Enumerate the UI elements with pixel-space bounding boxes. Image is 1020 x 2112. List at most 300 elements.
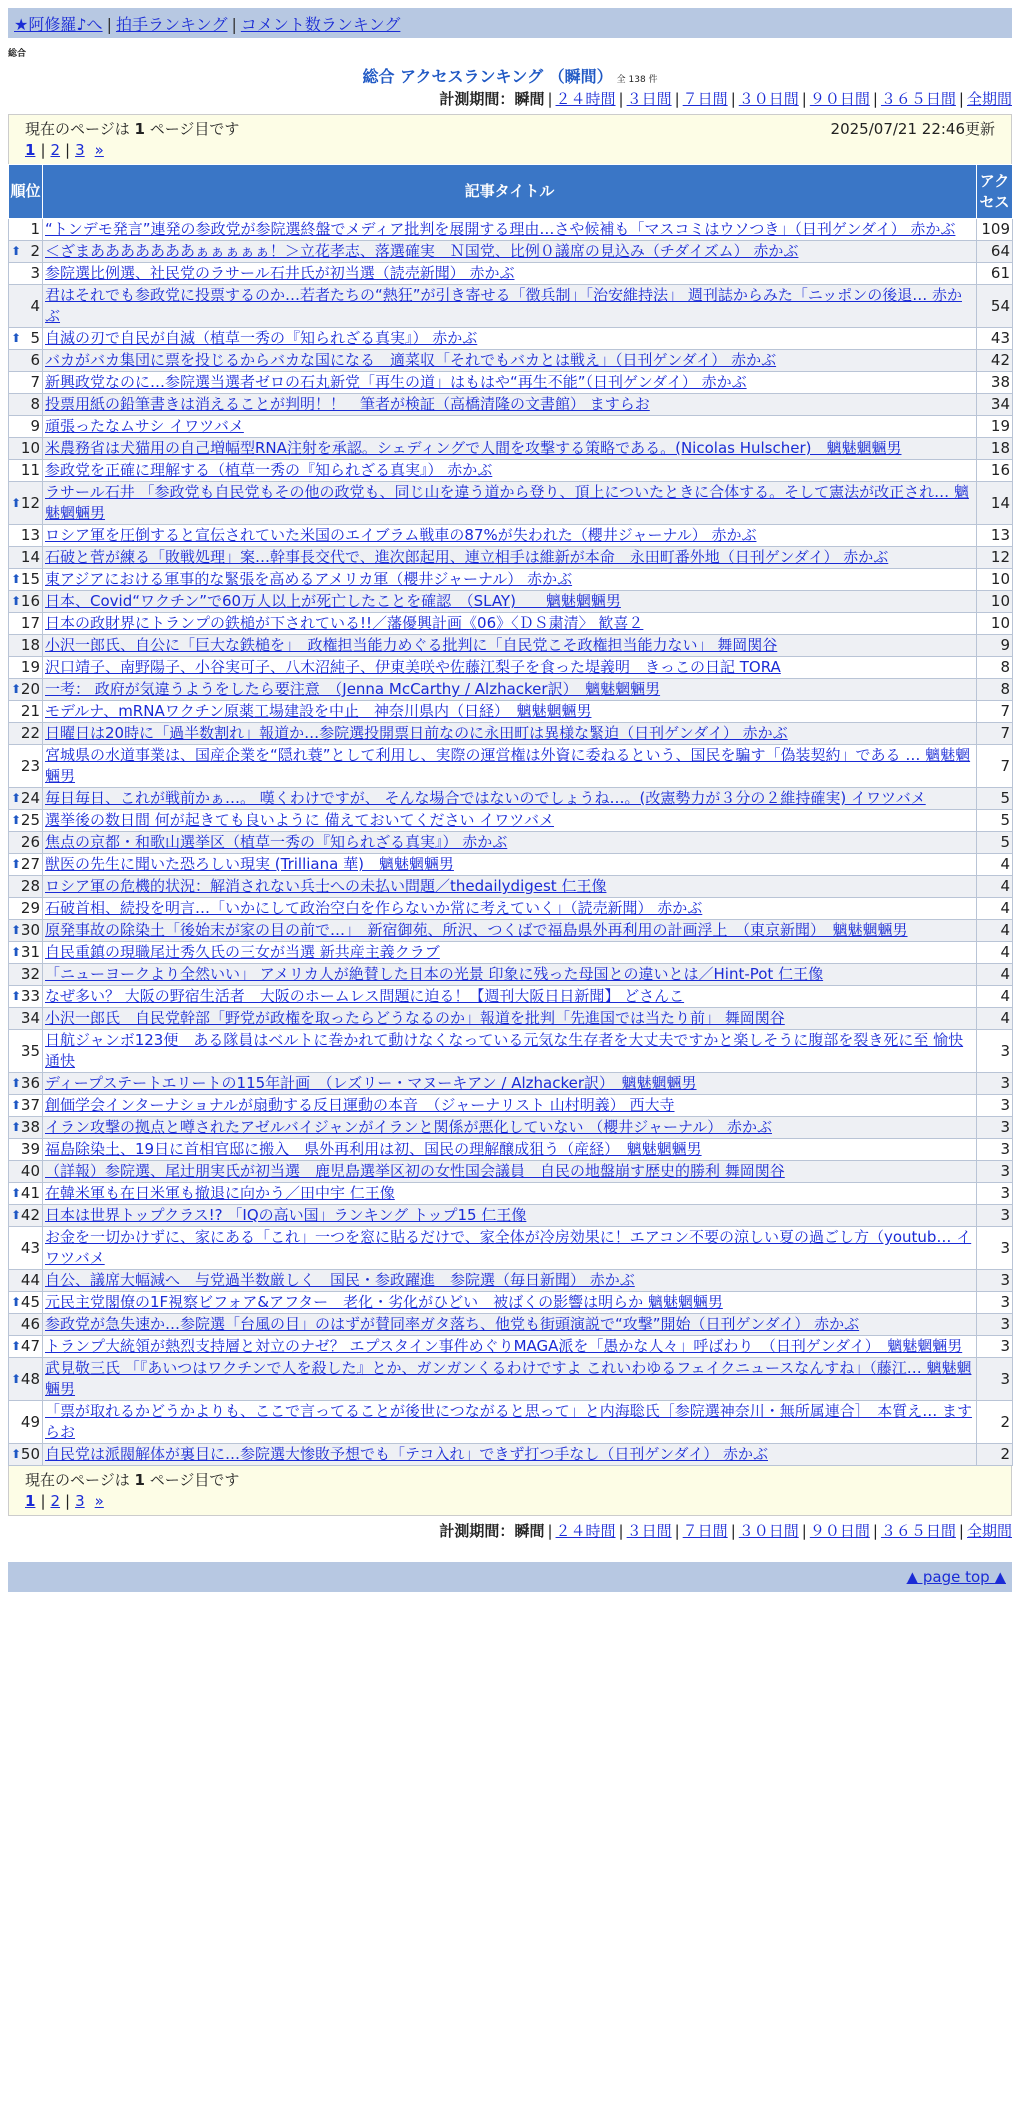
rank-cell: [9, 1314, 43, 1336]
table-row: [9, 788, 1013, 810]
article-link[interactable]: 日本、Covid“ワクチン”で60万人以上が死亡したことを確認 （SLAY) 魑魅魍魎男: [45, 592, 621, 610]
access-count: 43: [977, 328, 1013, 350]
period-separator: |: [801, 90, 807, 108]
table-row: [9, 372, 1013, 394]
rank-number: 21: [20, 702, 40, 720]
article-link[interactable]: イラン攻撃の拠点と噂されたアゼルバイジャンがイランと関係が悪化していない （櫻井ジャーナル） 赤かぶ: [45, 1118, 772, 1136]
nav-separator: |: [106, 15, 112, 34]
rank-cell: [9, 942, 43, 964]
rank-cell: [9, 788, 43, 810]
table-row: [9, 1358, 1013, 1401]
access-count: 4: [977, 854, 1013, 876]
access-count: 4: [977, 964, 1013, 986]
title-cell: [43, 876, 977, 898]
article-link[interactable]: 東アジアにおける軍事的な緊張を高めるアメリカ軍（櫻井ジャーナル） 赤かぶ: [45, 570, 573, 588]
table-row: [9, 1314, 1013, 1336]
title-cell: [43, 1444, 977, 1466]
title-cell: [43, 394, 977, 416]
access-count: 8: [977, 657, 1013, 679]
table-row: [9, 1270, 1013, 1292]
title-cell: [43, 1030, 977, 1073]
rank-number: 10: [20, 439, 40, 457]
table-row: [9, 723, 1013, 745]
access-count: 10: [977, 613, 1013, 635]
top-nav-bar: [8, 8, 1012, 38]
access-count: 3: [977, 1030, 1013, 1073]
period-link[interactable]: ３日間: [626, 90, 672, 108]
rank-number: 33: [20, 987, 40, 1005]
page-title: 総合 アクセスランキング （瞬間）: [362, 67, 613, 86]
article-link[interactable]: 参院選比例選、社民党のラサール石井氏が初当選（読売新聞） 赤かぶ: [45, 264, 515, 282]
rank-number: 32: [20, 965, 40, 983]
table-row: [9, 1227, 1013, 1270]
rank-number: 11: [20, 461, 40, 479]
period-link[interactable]: 全期間: [966, 90, 1012, 108]
page-link[interactable]: 3: [75, 1492, 85, 1510]
access-count: 10: [977, 569, 1013, 591]
title-cell: [43, 482, 977, 525]
rank-number: 16: [20, 592, 40, 610]
table-row: [9, 1205, 1013, 1227]
up-arrow-icon: ⬆: [11, 572, 22, 586]
rank-number: 1: [30, 220, 40, 238]
table-row: [9, 1292, 1013, 1314]
period-separator: |: [674, 1522, 680, 1540]
article-link[interactable]: 石破首相、続投を明言…「いかにして政治空白を作らないか常に考えていく」（読売新聞） 赤かぶ: [45, 899, 703, 917]
title-cell: [43, 1205, 977, 1227]
article-link[interactable]: 元民主党閣僚の1F視察ビフォア&アフター 老化・劣化がひどい 被ばくの影響は明らか 魑魅魍魎男: [45, 1293, 723, 1311]
article-link[interactable]: 小沢一郎氏 自民党幹部「野党が政権を取ったらどうなるのか」報道を批判「先進国では当たり前」 舞岡関谷: [45, 1009, 785, 1027]
period-separator: |: [801, 1522, 807, 1540]
rank-cell: [9, 460, 43, 482]
rank-number: 41: [20, 1184, 40, 1202]
access-count: 4: [977, 1008, 1013, 1030]
period-separator: |: [730, 90, 736, 108]
rank-cell: [9, 372, 43, 394]
table-row: [9, 263, 1013, 285]
title-cell: [43, 1314, 977, 1336]
up-arrow-icon: ⬆: [11, 594, 22, 608]
title-cell: [43, 263, 977, 285]
article-link[interactable]: 原発事故の除染土「後始末が家の目の前で…」 新宿御苑、所沢、つくばで福島県外再利用の計画浮上 （東京新聞） 魑魅魍魎男: [45, 921, 908, 939]
page-link[interactable]: 3: [75, 141, 85, 159]
article-link[interactable]: 新興政党なのに…参院選当選者ゼロの石丸新党「再生の道」はもはや“再生不能”（日刊ゲンダイ） 赤かぶ: [45, 373, 747, 391]
article-link[interactable]: 日本は世界トップクラス!? 「IQの高い国」ランキング トップ15 仁王像: [45, 1206, 527, 1224]
article-link[interactable]: お金を一切かけずに、家にある「これ」一つを窓に貼るだけで、家全体が冷房効果に！エアコン不要の涼しい夏の過ごし方（youtub… イワツバメ: [45, 1228, 972, 1267]
article-link[interactable]: 自民党は派閥解体が裏目に…参院選大惨敗予想でも「テコ入れ」できず打つ手なし（日刊ゲンダイ） 赤かぶ: [45, 1445, 768, 1463]
rank-number: 48: [20, 1369, 40, 1388]
rank-number: 18: [20, 636, 40, 654]
page-link-current[interactable]: 1: [25, 1492, 36, 1510]
rank-cell: [9, 1095, 43, 1117]
article-link[interactable]: 投票用紙の鉛筆書きは消えることが判明！！ 筆者が検証（高橋清隆の文書館） ますらお: [45, 395, 650, 413]
period-link[interactable]: ３日間: [626, 1522, 672, 1540]
title-cell: [43, 1270, 977, 1292]
up-arrow-icon: ⬆: [11, 1120, 22, 1134]
period-current: 瞬間: [514, 90, 545, 108]
article-link[interactable]: ディープステートエリートの115年計画 （レズリー・マヌーキアン / Alzhacker訳） 魑魅魍魎男: [45, 1074, 697, 1092]
title-cell: [43, 460, 977, 482]
applause-ranking-link[interactable]: 拍手ランキング: [115, 15, 228, 34]
table-row: [9, 942, 1013, 964]
article-link[interactable]: 日本の政財界にトランプの鉄槌が下されている!!／藩優興計画《06》〈ＤＳ粛清〉 歓喜２: [45, 614, 644, 632]
rank-number: 6: [30, 351, 40, 369]
page-link[interactable]: 2: [50, 141, 61, 159]
access-count: 4: [977, 898, 1013, 920]
article-link[interactable]: 自公、議席大幅減へ 与党過半数厳しく 国民・参政躍進 参院選（毎日新聞） 赤かぶ: [45, 1271, 635, 1289]
period-current: 瞬間: [514, 1522, 545, 1540]
table-row: [9, 986, 1013, 1008]
title-cell: [43, 219, 977, 241]
table-row: [9, 591, 1013, 613]
period-link[interactable]: ９０日間: [809, 90, 870, 108]
article-link[interactable]: 日航ジャンボ123便 ある隊員はベルトに巻かれて動けなくなっている元気な生存者を大丈夫ですかと楽しそうに腹部を裂き死に至 愉快通快: [45, 1031, 964, 1070]
period-separator: |: [958, 1522, 964, 1540]
table-row: [9, 438, 1013, 460]
rank-cell: [9, 1139, 43, 1161]
article-link[interactable]: 「票が取れるかどうかよりも、ここで言ってることが後世につながると思って」と内海聡氏［参院選神奈川・無所属連合］ 本質え… ますらお: [45, 1402, 972, 1441]
rank-cell: [9, 569, 43, 591]
title-cell: [43, 898, 977, 920]
period-separator: |: [872, 1522, 878, 1540]
access-count: 38: [977, 372, 1013, 394]
table-row: [9, 525, 1013, 547]
access-count: 5: [977, 832, 1013, 854]
up-arrow-icon: ⬆: [11, 923, 22, 937]
period-link[interactable]: ７日間: [682, 1522, 728, 1540]
title-cell: [43, 635, 977, 657]
access-count: 64: [977, 241, 1013, 263]
rank-number: 36: [20, 1074, 40, 1092]
rank-cell: [9, 920, 43, 942]
title-cell: [43, 1336, 977, 1358]
period-selector: [8, 1520, 1012, 1542]
rank-cell: [9, 1292, 43, 1314]
rank-number: 38: [20, 1118, 40, 1136]
title-cell: [43, 1358, 977, 1401]
table-row: [9, 285, 1013, 328]
article-link[interactable]: 自滅の刃で自民が自滅（植草一秀の『知られざる真実』） 赤かぶ: [45, 329, 478, 347]
table-row: [9, 394, 1013, 416]
table-row: [9, 920, 1013, 942]
table-row: [9, 241, 1013, 263]
article-link[interactable]: 君はそれでも参政党に投票するのか…若者たちの“熱狂”が引き寄せる「徴兵制」「治安維持法」 週刊誌からみた「ニッポンの後退… 赤かぶ: [45, 286, 962, 325]
page-top-link[interactable]: ▲ page top ▲: [906, 1568, 1006, 1586]
table-row: [9, 854, 1013, 876]
article-link[interactable]: 獣医の先生に聞いた恐ろしい現実 (Trilliana 華) 魑魅魍魎男: [45, 855, 454, 873]
article-link[interactable]: ラサール石井 「参政党も自民党もその他の政党も、同じ山を違う道から登り、頂上についたときに合体する。そして憲法が改正され… 魑魅魍魎男: [45, 483, 969, 522]
page-status: 現在のページは 1 ページ目です: [25, 119, 240, 138]
period-separator: |: [872, 90, 878, 108]
article-link[interactable]: ロシア軍を圧倒すると宣伝されていた米国のエイブラム戦車の87%が失われた（櫻井ジャーナル） 赤かぶ: [45, 526, 757, 544]
rank-cell: [9, 745, 43, 788]
rank-number: 7: [30, 373, 40, 391]
article-link[interactable]: 頑張ったなムサシ イワツバメ: [45, 417, 244, 435]
rank-number: 9: [30, 417, 40, 435]
rank-cell: [9, 1270, 43, 1292]
table-row: [9, 1095, 1013, 1117]
access-count: 14: [977, 482, 1013, 525]
table-row: [9, 416, 1013, 438]
page-separator: |: [65, 1492, 71, 1510]
access-count: 3: [977, 1358, 1013, 1401]
rank-number: 30: [20, 921, 40, 939]
article-link[interactable]: 焦点の京都・和歌山選挙区（植草一秀の『知られざる真実』） 赤かぶ: [45, 833, 508, 851]
access-count: 3: [977, 1095, 1013, 1117]
title-cell: [43, 1139, 977, 1161]
title-cell: [43, 1292, 977, 1314]
page-link-current[interactable]: 1: [25, 141, 36, 159]
col-rank-header: 順位: [9, 165, 43, 219]
up-arrow-icon: ⬆: [11, 1371, 22, 1386]
access-count: 7: [977, 723, 1013, 745]
rank-cell: [9, 986, 43, 1008]
next-page-link[interactable]: »: [94, 141, 104, 159]
period-selector: [8, 88, 1012, 110]
rank-number: 24: [20, 789, 40, 807]
rank-cell: [9, 263, 43, 285]
table-row: [9, 460, 1013, 482]
rank-cell: [9, 1227, 43, 1270]
article-link[interactable]: ＜ざまあああああああぁぁぁぁぁ！＞立花孝志、落選確実 Ｎ国党、比例０議席の見込み（チダイズム） 赤かぶ: [45, 242, 799, 260]
rank-cell: [9, 241, 43, 263]
rank-cell: [9, 723, 43, 745]
access-count: 3: [977, 1205, 1013, 1227]
rank-number: 27: [20, 855, 40, 873]
rank-cell: [9, 1183, 43, 1205]
period-link[interactable]: 全期間: [966, 1522, 1012, 1540]
title-cell: [43, 920, 977, 942]
page-status: 現在のページは 1 ページ目です: [25, 1470, 240, 1489]
article-link[interactable]: 福島除染土、19日に首相官邸に搬入 県外再利用は初、国民の理解醸成狙う（産経） 魑魅魍魎男: [45, 1140, 702, 1158]
rank-cell: [9, 1358, 43, 1401]
table-row: [9, 1117, 1013, 1139]
table-row: [9, 701, 1013, 723]
up-arrow-icon: ⬆: [11, 1186, 22, 1200]
title-cell: [43, 591, 977, 613]
access-count: 4: [977, 986, 1013, 1008]
rank-number: 37: [20, 1096, 40, 1114]
article-link[interactable]: “トンデモ発言”連発の参政党が参院選終盤でメディア批判を展開する理由…さや候補も「マスコミはウソつき」（日刊ゲンダイ） 赤かぶ: [45, 220, 956, 238]
rank-number: 17: [20, 614, 40, 632]
article-link[interactable]: ロシア軍の危機的状況：解消されない兵士への未払い問題／thedailydigest 仁王像: [45, 877, 607, 895]
table-row: [9, 219, 1013, 241]
title-cell: [43, 525, 977, 547]
rank-cell: [9, 898, 43, 920]
next-page-link[interactable]: »: [94, 1492, 104, 1510]
title-cell: [43, 788, 977, 810]
table-row: [9, 1336, 1013, 1358]
up-arrow-icon: ⬆: [11, 1098, 22, 1112]
pager-top: [8, 114, 1012, 164]
access-count: 61: [977, 263, 1013, 285]
title-cell: [43, 854, 977, 876]
table-row: [9, 547, 1013, 569]
up-arrow-icon: ⬆: [11, 331, 22, 345]
rank-cell: [9, 350, 43, 372]
rank-number: 42: [20, 1206, 40, 1224]
table-row: [9, 482, 1013, 525]
access-count: 16: [977, 460, 1013, 482]
period-link[interactable]: ７日間: [682, 90, 728, 108]
rank-cell: [9, 416, 43, 438]
title-cell: [43, 1008, 977, 1030]
period-link[interactable]: ３０日間: [738, 90, 799, 108]
access-count: 12: [977, 547, 1013, 569]
table-row: [9, 1139, 1013, 1161]
table-row: [9, 832, 1013, 854]
rank-number: 40: [20, 1162, 40, 1180]
rank-number: 49: [20, 1412, 40, 1431]
access-count: 54: [977, 285, 1013, 328]
rank-number: 22: [20, 724, 40, 742]
access-count: 8: [977, 679, 1013, 701]
page-link[interactable]: 2: [50, 1492, 61, 1510]
article-link[interactable]: モデルナ、mRNAワクチン原薬工場建設を中止 神奈川県内（日経） 魑魅魍魎男: [45, 702, 592, 720]
period-label: 計測期間：: [439, 90, 515, 108]
rank-number: 31: [20, 943, 40, 961]
title-cell: [43, 416, 977, 438]
article-link[interactable]: （詳報）参院選、尾辻朋実氏が初当選 鹿児島選挙区初の女性国会議員 自民の地盤崩す歴史的勝利 舞岡関谷: [45, 1162, 785, 1180]
article-link[interactable]: トランプ大統領が熱烈支持層と対立のナゼ？ エプスタイン事件めぐりMAGA派を「愚かな人々」呼ばわり （日刊ゲンダイ） 魑魅魍魎男: [45, 1337, 963, 1355]
rank-number: 50: [20, 1445, 40, 1463]
rank-number: 39: [20, 1140, 40, 1158]
article-link[interactable]: 毎日毎日、これが戦前かぁ…。 嘆くわけですが、 そんな場合ではないのでしょうね…。(改憲勢力が３分の２維持確実) イワツバメ: [45, 789, 926, 807]
rank-cell: [9, 964, 43, 986]
up-arrow-icon: ⬆: [11, 1447, 22, 1461]
rank-number: 13: [20, 526, 40, 544]
table-row: [9, 328, 1013, 350]
rank-number: 15: [20, 570, 40, 588]
up-arrow-icon: ⬆: [11, 682, 22, 696]
page-separator: |: [65, 141, 71, 159]
article-link[interactable]: 沢口靖子、南野陽子、小谷実可子、八木沼純子、伊東美咲や佐藤江梨子を食った堤義明 きっこの日記 TORA: [45, 658, 781, 676]
article-link[interactable]: 石破と菅が練る「敗戦処理」案…幹事長交代で、進次郎起用、連立相手は維新が本命 永田町番外地（日刊ゲンダイ） 赤かぶ: [45, 548, 889, 566]
rank-number: 44: [20, 1271, 40, 1289]
up-arrow-icon: ⬆: [11, 495, 22, 510]
title-cell: [43, 372, 977, 394]
article-link[interactable]: なぜ多い？ 大阪の野宿生活者 大阪のホームレス問題に迫る！【週刊大阪日日新聞】 どさんこ: [45, 987, 685, 1005]
up-arrow-icon: ⬆: [11, 989, 22, 1003]
title-cell: [43, 964, 977, 986]
period-separator: |: [674, 90, 680, 108]
period-separator: |: [547, 90, 553, 108]
title-cell: [43, 350, 977, 372]
period-separator: |: [618, 90, 624, 108]
article-link[interactable]: 参政党を正確に理解する（植草一秀の『知られざる真実』） 赤かぶ: [45, 461, 493, 479]
access-count: 109: [977, 219, 1013, 241]
title-cell: [43, 438, 977, 460]
title-cell: [43, 1227, 977, 1270]
article-link[interactable]: 参政党が急失速か…参院選「台風の目」のはずが賛同率ガタ落ち、他党も街頭演説で“攻撃”開始（日刊ゲンダイ） 赤かぶ: [45, 1315, 860, 1333]
period-link[interactable]: ２４時間: [555, 90, 616, 108]
title-cell: [43, 832, 977, 854]
article-link[interactable]: 武見敬三氏 「『あいつはワクチンで人を殺した』とか、ガンガンくるわけですよ これいわゆるフェイクニュースなんすね」（藤江… 魑魅魍魎男: [45, 1359, 972, 1398]
access-count: 4: [977, 876, 1013, 898]
title-cell: [43, 1161, 977, 1183]
article-link[interactable]: 「ニューヨークより全然いい」 アメリカ人が絶賛した日本の光景 印象に残った母国との違いとは／Hint-Pot 仁王像: [45, 965, 824, 983]
access-count: 3: [977, 1161, 1013, 1183]
title-cell: [43, 723, 977, 745]
article-link[interactable]: バカがバカ集団に票を投じるからバカな国になる 適菜収「それでもバカとは戦え」（日刊ゲンダイ） 赤かぶ: [45, 351, 777, 369]
article-link[interactable]: 在韓米軍も在日米軍も撤退に向かう／田中宇 仁王像: [45, 1184, 395, 1202]
rank-cell: [9, 219, 43, 241]
access-count: 3: [977, 1336, 1013, 1358]
home-link[interactable]: ★阿修羅♪へ: [14, 15, 103, 34]
rank-cell: [9, 482, 43, 525]
nav-separator: |: [231, 15, 237, 34]
access-count: 42: [977, 350, 1013, 372]
table-row: [9, 1401, 1013, 1444]
article-link[interactable]: 一考： 政府が気違うようをしたら要注意 （Jenna McCarthy / Alzhacker訳） 魑魅魍魎男: [45, 680, 661, 698]
title-cell: [43, 1073, 977, 1095]
category-label: 総合: [8, 49, 27, 59]
rank-cell: [9, 1030, 43, 1073]
table-row: [9, 1073, 1013, 1095]
rank-cell: [9, 701, 43, 723]
access-count: 19: [977, 416, 1013, 438]
title-cell: [43, 679, 977, 701]
rank-cell: [9, 635, 43, 657]
up-arrow-icon: ⬆: [11, 1208, 22, 1222]
article-link[interactable]: 創価学会インターナショナルが扇動する反日運動の本音 （ジャーナリスト 山村明義） 西大寺: [45, 1096, 675, 1114]
period-separator: |: [730, 1522, 736, 1540]
ranking-table: [8, 164, 1013, 1466]
period-link[interactable]: ３６５日間: [880, 90, 956, 108]
title-cell: [43, 1183, 977, 1205]
access-count: 18: [977, 438, 1013, 460]
rank-number: 12: [20, 493, 40, 512]
rank-number: 20: [20, 680, 40, 698]
period-link[interactable]: ９０日間: [809, 1522, 870, 1540]
article-link[interactable]: 小沢一郎氏、自公に「巨大な鉄槌を」 政権担当能力めぐる批判に「自民党こそ政権担当能力ない」 舞岡関谷: [45, 636, 778, 654]
article-link[interactable]: 自民重鎮の現職尾辻秀久氏の三女が当選 新共産主義クラブ: [45, 943, 440, 961]
rank-number: 2: [30, 242, 40, 260]
total-count: 全 138 件: [616, 75, 658, 85]
rank-cell: [9, 1444, 43, 1466]
col-title-header: 記事タイトル: [43, 165, 977, 219]
article-link[interactable]: 米農務省は犬猫用の自己増幅型RNA注射を承認。シェディングで人間を攻撃する策略である。(Nicolas Hulscher) 魑魅魍魎男: [45, 439, 902, 457]
article-link[interactable]: 日曜日は20時に「過半数割れ」報道か…参院選投開票日前なのに永田町は異様な緊迫（日刊ゲンダイ） 赤かぶ: [45, 724, 788, 742]
rank-number: 47: [20, 1337, 40, 1355]
access-count: 7: [977, 745, 1013, 788]
rank-number: 19: [20, 658, 40, 676]
rank-number: 8: [30, 395, 40, 413]
title-cell: [43, 701, 977, 723]
title-cell: [43, 1117, 977, 1139]
rank-number: 45: [20, 1293, 40, 1311]
up-arrow-icon: ⬆: [11, 945, 22, 959]
period-link[interactable]: ２４時間: [555, 1522, 616, 1540]
access-count: 3: [977, 1314, 1013, 1336]
title-cell: [43, 328, 977, 350]
rank-cell: [9, 1205, 43, 1227]
rank-cell: [9, 328, 43, 350]
comment-ranking-link[interactable]: コメント数ランキング: [240, 15, 401, 34]
rank-number: 3: [30, 264, 40, 282]
up-arrow-icon: ⬆: [11, 244, 22, 258]
article-link[interactable]: 選挙後の数日間 何が起きても良いように 備えておいてください イワツバメ: [45, 811, 555, 829]
period-link[interactable]: ３６５日間: [880, 1522, 956, 1540]
rank-cell: [9, 657, 43, 679]
rank-number: 23: [20, 756, 40, 775]
page-links: [25, 1490, 995, 1512]
period-link[interactable]: ３０日間: [738, 1522, 799, 1540]
page-heading: [0, 64, 1020, 84]
access-count: 2: [977, 1444, 1013, 1466]
footer-bar: [8, 1562, 1012, 1592]
article-link[interactable]: 宮城県の水道事業は、国産企業を“隠れ蓑”として利用し、実際の運営権は外資に委ねるという、国民を騙す「偽装契約」である … 魑魅魍魎男: [45, 746, 971, 785]
